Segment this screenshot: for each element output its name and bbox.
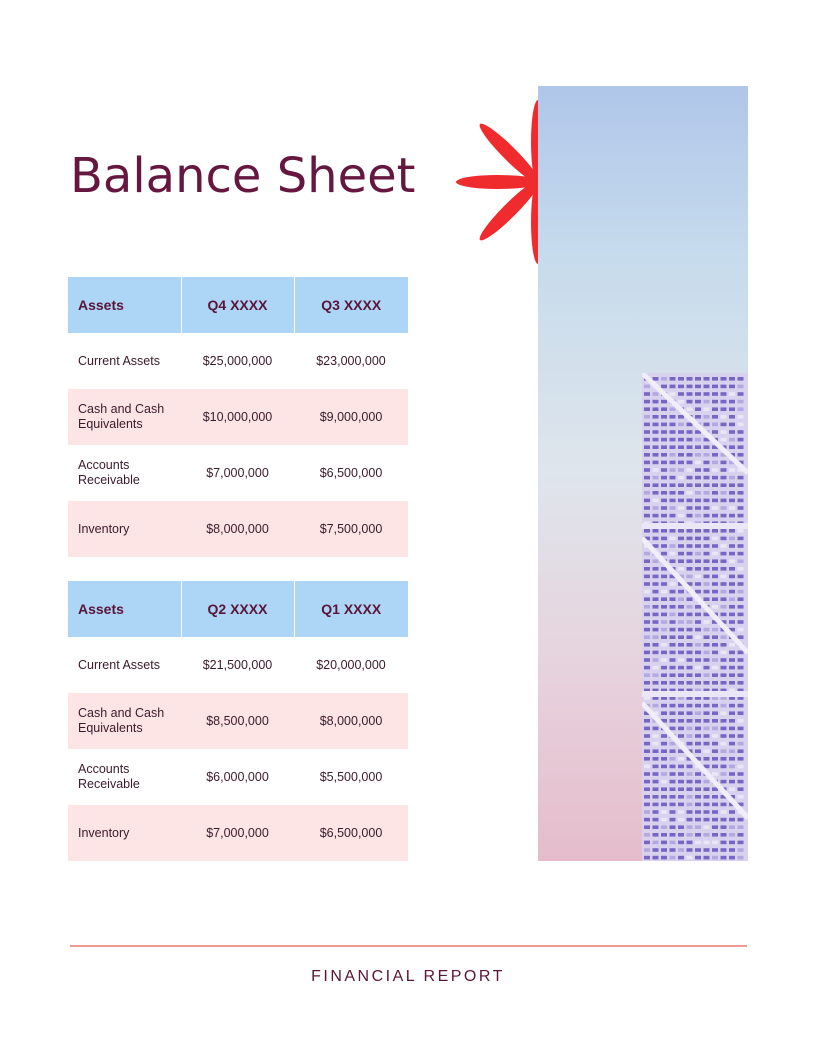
- column-header-assets: Assets: [68, 277, 181, 333]
- cell-value: $6,500,000: [294, 805, 408, 861]
- skyscraper-photo: [538, 86, 748, 861]
- table-row: [68, 637, 408, 693]
- balance-table-q2-q1: [68, 581, 408, 861]
- cell-value: $25,000,000: [202, 353, 273, 368]
- cell-value: $7,000,000: [181, 805, 294, 861]
- cell-value: $21,500,000: [202, 657, 273, 672]
- column-header-q3: Q3 XXXX: [294, 277, 408, 333]
- column-header-assets: Assets: [68, 581, 181, 637]
- table-row: [68, 445, 408, 501]
- column-header-q4: Q4 XXXX: [181, 277, 294, 333]
- table-row: [68, 749, 408, 805]
- column-header-q2: Q2 XXXX: [181, 581, 294, 637]
- row-label: Inventory: [68, 501, 181, 557]
- table-header-row: [68, 581, 408, 637]
- table-row: [68, 805, 408, 861]
- cell-value: $5,500,000: [319, 769, 383, 784]
- cell-value: $6,500,000: [319, 465, 383, 480]
- page-title: Balance Sheet: [70, 148, 416, 204]
- row-label: Cash and Cash Equivalents: [68, 389, 181, 445]
- table-row: [68, 333, 408, 389]
- row-label: Current Assets: [78, 353, 160, 368]
- row-label: Accounts Receivable: [78, 762, 140, 791]
- cell-value: $10,000,000: [181, 389, 294, 445]
- row-label: Cash and Cash Equivalents: [68, 693, 181, 749]
- row-label: Current Assets: [78, 657, 160, 672]
- footer-divider: [70, 945, 747, 947]
- table-row: [68, 501, 408, 557]
- table-header-row: [68, 277, 408, 333]
- row-label: Accounts Receivable: [78, 458, 140, 487]
- table-row: [68, 693, 408, 749]
- column-header-q1: Q1 XXXX: [294, 581, 408, 637]
- footer-label: FINANCIAL REPORT: [311, 968, 505, 985]
- cell-value: $8,000,000: [294, 693, 408, 749]
- cell-value: $8,500,000: [181, 693, 294, 749]
- cell-value: $7,500,000: [294, 501, 408, 557]
- cell-value: $20,000,000: [316, 657, 386, 672]
- row-label: Inventory: [68, 805, 181, 861]
- balance-table-q4-q3: [68, 277, 408, 557]
- cell-value: $7,000,000: [206, 465, 269, 480]
- table-row: [68, 389, 408, 445]
- cell-value: $8,000,000: [181, 501, 294, 557]
- cell-value: $9,000,000: [294, 389, 408, 445]
- building-facade: [642, 373, 748, 861]
- cell-value: $6,000,000: [206, 769, 269, 784]
- cell-value: $23,000,000: [316, 353, 386, 368]
